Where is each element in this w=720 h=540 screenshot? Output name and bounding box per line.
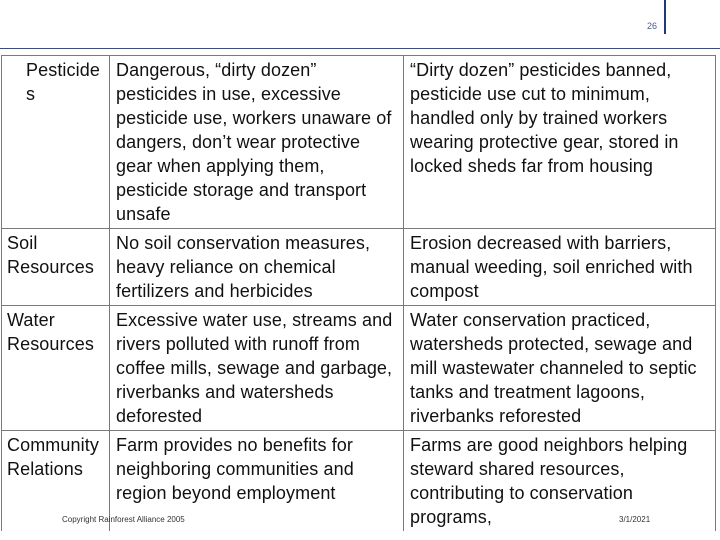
before-cell: Farm provides no benefits for neighboring communities and region beyond employment: [110, 431, 404, 532]
row-label: Pesticides: [2, 56, 110, 229]
after-cell: Water conservation practiced, watersheds protected, sewage and mill wastewater channeled to septic tanks and treatment lagoons, riverbanks reforested: [404, 306, 716, 431]
date-footer: 3/1/2021: [619, 515, 651, 524]
table-row: [2, 306, 716, 431]
row-label: Water Resources: [2, 306, 110, 431]
row-label: Community Relations: [2, 431, 110, 532]
after-cell: “Dirty dozen” pesticides banned, pesticide use cut to minimum, handled only by trained workers wearing protective gear, stored in locked sheds far from housing: [404, 56, 716, 229]
before-cell: No soil conservation measures, heavy reliance on chemical fertilizers and herbicides: [110, 229, 404, 306]
slide-number: 26: [646, 21, 657, 31]
table-row: [2, 229, 716, 306]
after-cell: Farms are good neighbors helping steward shared resources, contributing to conservation programs,: [404, 431, 716, 532]
after-cell: Erosion decreased with barriers, manual weeding, soil enriched with compost: [404, 229, 716, 306]
before-cell: Excessive water use, streams and rivers polluted with runoff from coffee mills, sewage and garbage, riverbanks and watersheds deforested: [110, 306, 404, 431]
header-horizontal-rule: [0, 48, 720, 49]
header-vertical-rule: [664, 0, 666, 34]
before-cell: Dangerous, “dirty dozen” pesticides in use, excessive pesticide use, workers unaware of dangers, don’t wear protective gear when applying them, pesticide storage and transport unsafe: [110, 56, 404, 229]
row-label: Soil Resources: [2, 229, 110, 306]
comparison-table: [1, 55, 716, 531]
copyright-footer: Copyright Rainforest Alliance 2005: [62, 515, 185, 524]
table-row: [2, 56, 716, 229]
